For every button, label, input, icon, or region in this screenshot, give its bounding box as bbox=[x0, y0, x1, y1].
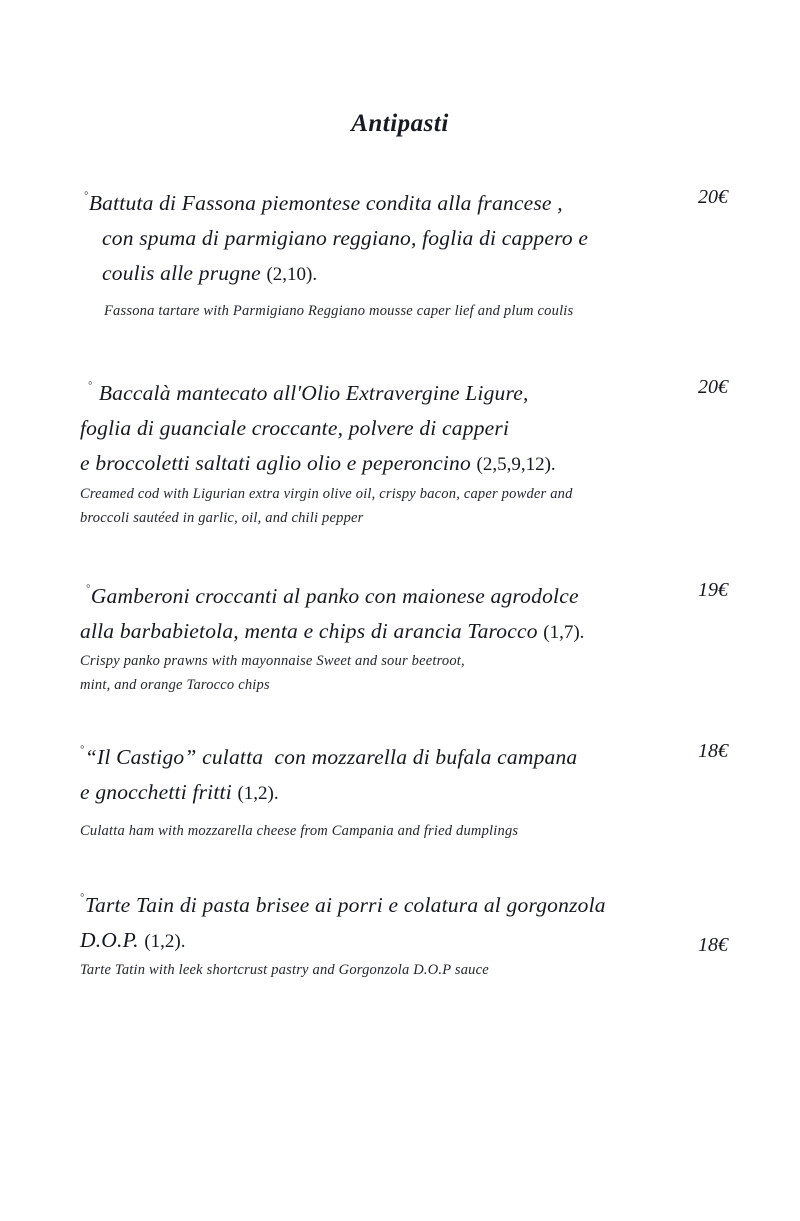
menu-item-name-line: Baccalà mantecato all'Olio Extravergine Ligure, bbox=[98, 381, 529, 406]
menu-item-price: 18€ bbox=[698, 740, 728, 763]
menu-item-allergens: (1,2). bbox=[144, 930, 186, 952]
menu-item-name bbox=[84, 186, 728, 290]
menu-item-name bbox=[80, 740, 728, 810]
menu-item-name-line: e broccoletti saltati aglio olio e peperoncino bbox=[80, 451, 471, 476]
menu-item-name-line: foglia di guanciale croccante, polvere di capperi bbox=[80, 416, 510, 441]
menu-item bbox=[80, 579, 728, 699]
menu-item-name-line: Battuta di Fassona piemontese condita alla francese , bbox=[88, 191, 563, 215]
menu-item bbox=[80, 186, 728, 324]
menu-item-name bbox=[80, 579, 728, 649]
menu-page bbox=[0, 110, 800, 1221]
menu-item-allergens: (2,5,9,12). bbox=[476, 454, 556, 476]
menu-item-allergens: (1,7). bbox=[543, 621, 585, 643]
menu-item-description bbox=[80, 959, 728, 983]
menu-item-name-line: “Il Castigo” culatta con mozzarella di bufala campana bbox=[84, 745, 578, 770]
menu-item-name-line: D.O.P. bbox=[80, 927, 139, 952]
menu-item-list bbox=[0, 186, 800, 983]
menu-item-price: 20€ bbox=[698, 376, 728, 399]
menu-item-description-line: broccoli sautéed in garlic, oil, and chili pepper bbox=[80, 509, 364, 526]
menu-item-description bbox=[104, 300, 728, 324]
bullet-icon: ◦ bbox=[88, 375, 93, 391]
menu-item-allergens: (2,10). bbox=[266, 263, 318, 285]
menu-item-description-line: Tarte Tatin with leek shortcrust pastry and Gorgonzola D.O.P sauce bbox=[80, 962, 489, 979]
menu-item-description bbox=[80, 650, 728, 698]
menu-item-name-line: con spuma di parmigiano reggiano, foglia di cappero e bbox=[102, 225, 589, 250]
menu-item-name bbox=[80, 376, 728, 480]
menu-item-price: 18€ bbox=[698, 933, 728, 956]
menu-item-description-line: Crispy panko prawns with mayonnaise Sweet and sour beetroot, bbox=[80, 653, 465, 670]
menu-item-price: 19€ bbox=[698, 578, 728, 601]
menu-item-description bbox=[80, 820, 728, 844]
menu-item bbox=[80, 740, 728, 844]
menu-item-header bbox=[80, 186, 728, 290]
menu-item-name-line: Gamberoni croccanti al panko con maionese agrodolce bbox=[90, 583, 579, 608]
menu-item-name-line: Tarte Tain di pasta brisee ai porri e colatura al gorgonzola bbox=[84, 892, 606, 917]
menu-item-description bbox=[80, 483, 728, 531]
bullet-icon: ◦ bbox=[80, 886, 85, 902]
menu-item bbox=[80, 376, 728, 530]
menu-item-name bbox=[80, 888, 728, 958]
menu-item-description-line: Creamed cod with Ligurian extra virgin olive oil, crispy bacon, caper powder and bbox=[80, 485, 573, 502]
menu-item-header bbox=[80, 376, 728, 480]
menu-item-price: 20€ bbox=[698, 186, 728, 208]
menu-item bbox=[80, 888, 728, 984]
menu-item-header bbox=[80, 579, 728, 649]
menu-item-header bbox=[80, 740, 728, 810]
menu-item-description-line: Culatta ham with mozzarella cheese from Campania and fried dumplings bbox=[80, 822, 519, 839]
menu-item-description-line: Fassona tartare with Parmigiano Reggiano mousse caper lief and plum coulis bbox=[104, 303, 574, 320]
page-title: Antipasti bbox=[351, 110, 449, 137]
menu-item-description-line: mint, and orange Tarocco chips bbox=[80, 677, 270, 694]
menu-item-name-line: alla barbabietola, menta e chips di arancia Tarocco bbox=[80, 618, 538, 643]
menu-item-allergens: (1,2). bbox=[237, 783, 279, 805]
bullet-icon: ◦ bbox=[84, 185, 89, 200]
menu-item-name-line: coulis alle prugne bbox=[102, 260, 261, 285]
menu-item-name-line: e gnocchetti fritti bbox=[80, 780, 232, 805]
bullet-icon: ◦ bbox=[86, 577, 91, 593]
bullet-icon: ◦ bbox=[80, 739, 85, 755]
menu-item-header bbox=[80, 888, 728, 958]
